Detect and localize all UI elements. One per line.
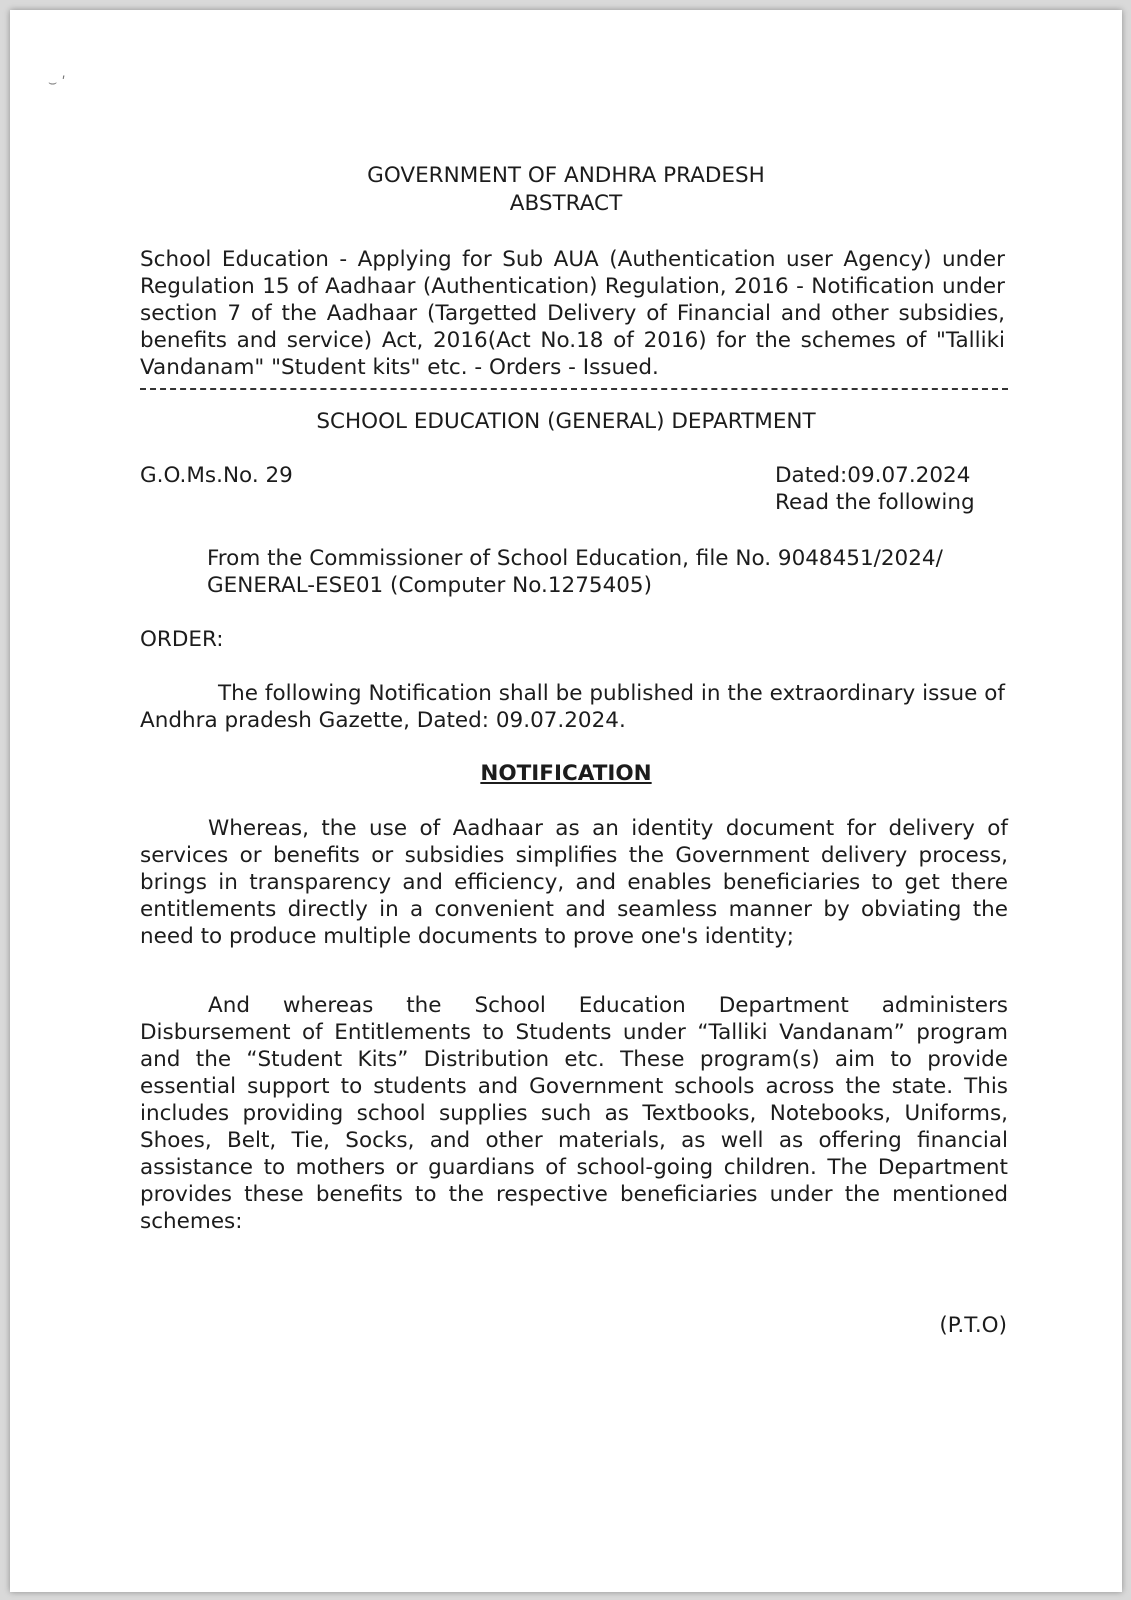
pto-marker: (P.T.O) (939, 1313, 1007, 1338)
notification-paragraph-2: And whereas the School Education Department administers Disbursement of Entitlements to Students under “Talliki Vandanam” program and the “Student Kits” Distribution etc. These program(s) aim to provide essential support to students and Government schools across the state. This includes providing school supplies such as Textbooks, Notebooks, Uniforms, Shoes, Belt, Tie, Socks, and other materials, as well as offering financial assistance to mothers or guardians of school-going children. The Department provides these benefits to the respective beneficiaries under the mentioned schemes: (140, 993, 1008, 1234)
notification-paragraph-1: Whereas, the use of Aadhaar as an identity document for delivery of services or benefits or subsidies simplifies the Government delivery process, brings in transparency and efficiency, and enables beneficiaries to get there entitlements directly in a convenient and seamless manner by obviating the need to produce multiple documents to prove one's identity; (140, 816, 1008, 949)
reference-text: From the Commissioner of School Education, file No. 9048451/2024/ GENERAL-ESE01 (Computer No.1275405) (207, 546, 943, 598)
go-number: G.O.Ms.No. 29 (140, 463, 293, 488)
notification-title: NOTIFICATION (480, 761, 652, 786)
abstract-heading: ABSTRACT (509, 191, 623, 216)
pen-mark: ⌣ ʹ (48, 75, 66, 91)
government-heading: GOVERNMENT OF ANDHRA PRADESH (367, 163, 765, 188)
read-following-line: Read the following (775, 490, 975, 515)
document-page (10, 10, 1122, 1592)
dashed-divider (140, 388, 1008, 390)
department-heading: SCHOOL EDUCATION (GENERAL) DEPARTMENT (316, 409, 816, 434)
order-label: ORDER: (140, 627, 224, 652)
dated-line: Dated:09.07.2024 (775, 463, 971, 488)
order-paragraph: The following Notification shall be published in the extraordinary issue of Andhra pradesh Gazette, Dated: 09.07.2024. (140, 681, 1005, 733)
date-block (775, 462, 1015, 516)
abstract-text: School Education - Applying for Sub AUA (Authentication user Agency) under Regulation 15 of Aadhaar (Authentication) Regulation, 2016 - Notification under section 7 of the Aadhaar (Targetted Delivery of Financial and other subsidies, benefits and service) Act, 2016(Act No.18 of 2016) for the schemes of "Talliki Vandanam" "Student kits" etc. - Orders - Issued. (140, 247, 1005, 380)
